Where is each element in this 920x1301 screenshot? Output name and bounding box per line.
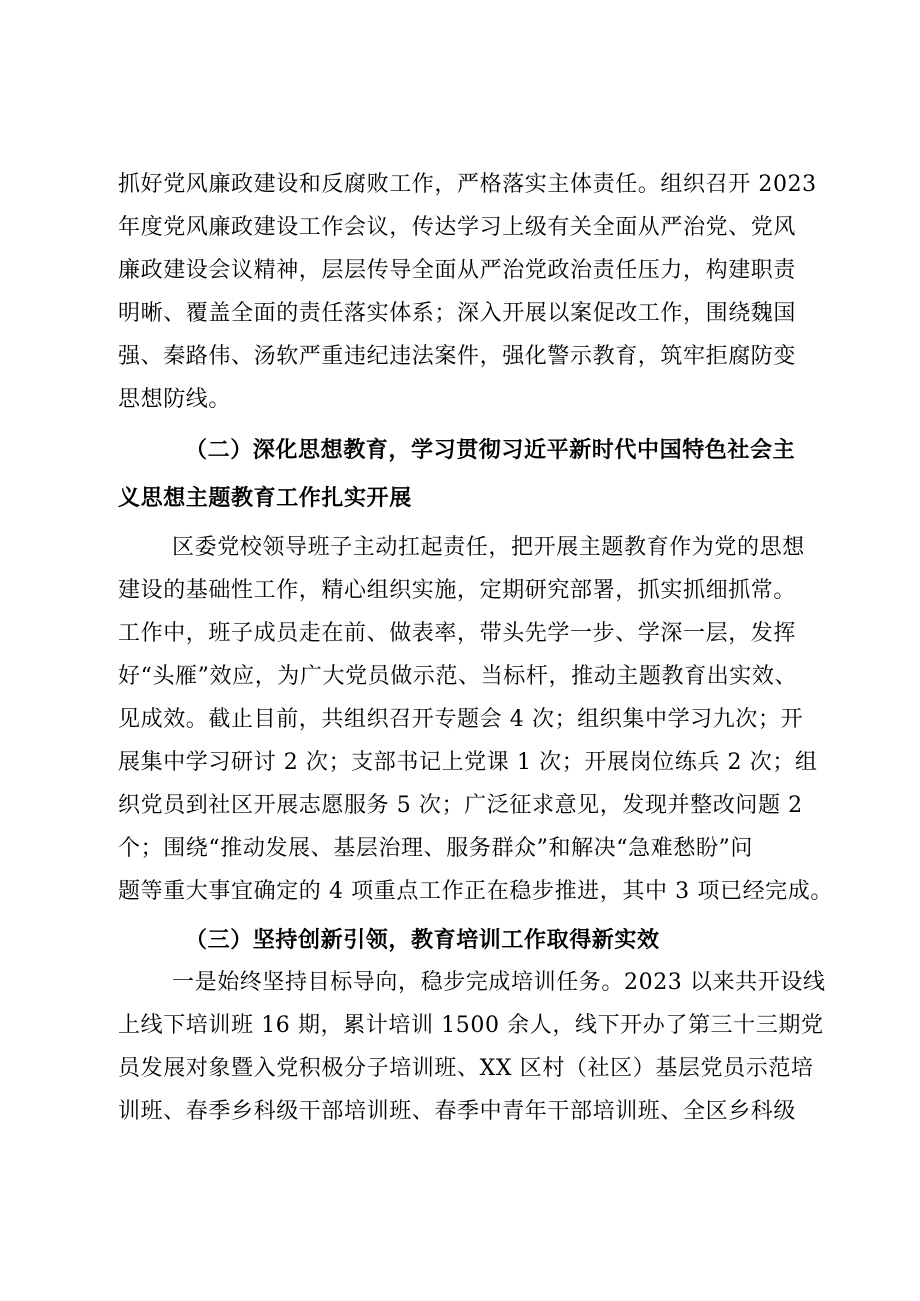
- section-heading-2-line-2: 义思想主题教育工作扎实开展: [118, 485, 412, 511]
- paragraph-2-line-2: 建设的基础性工作，精心组织实施，定期研究部署，抓实抓细抓常。: [118, 578, 797, 603]
- paragraph-3-line-1: 一是始终坚持目标导向，稳步完成培训任务。2023 以来共开设线: [172, 970, 826, 995]
- paragraph-3-line-3: 员发展对象暨入党积极分子培训班、XX 区村（社区）基层党员示范培: [118, 1056, 814, 1081]
- section-heading-3: （三）坚持创新引领，教育培训工作取得新实效: [185, 927, 660, 953]
- paragraph-1-line-6: 思想防线。: [118, 387, 232, 412]
- paragraph-2-line-8: 个；围绕“推动发展、基层治理、服务群众”和解决“急难愁盼”问: [118, 836, 753, 861]
- paragraph-2-line-5: 见成效。截止目前，共组织召开专题会 4 次；组织集中学习九次；开: [118, 707, 804, 732]
- paragraph-2-line-6: 展集中学习研讨 2 次；支部书记上党课 1 次；开展岗位练兵 2 次；组: [118, 750, 818, 775]
- paragraph-1-line-3: 廉政建设会议精神，层层传导全面从严治党政治责任压力，构建职责: [118, 258, 797, 283]
- paragraph-1-line-5: 强、秦路伟、汤软严重违纪违法案件，强化警示教育，筑牢拒腐防变: [118, 344, 797, 369]
- section-heading-2-line-1: （二）深化思想教育，学习贯彻习近平新时代中国特色社会主: [185, 437, 796, 463]
- paragraph-2-line-1: 区委党校领导班子主动扛起责任，把开展主题教育作为党的思想: [172, 535, 805, 560]
- paragraph-2-line-9: 题等重大事宜确定的 4 项重点工作正在稳步推进，其中 3 项已经完成。: [118, 879, 833, 904]
- paragraph-3-line-4: 训班、春季乡科级干部培训班、春季中青年干部培训班、全区乡科级: [118, 1099, 797, 1124]
- paragraph-2-line-3: 工作中，班子成员走在前、做表率，带头先学一步、学深一层，发挥: [118, 621, 797, 646]
- paragraph-2-line-4: 好“头雁”效应，为广大党员做示范、当标杆，推动主题教育出实效、: [118, 664, 798, 689]
- paragraph-2-line-7: 织党员到社区开展志愿服务 5 次；广泛征求意见，发现并整改问题 2: [118, 793, 803, 818]
- paragraph-1-line-1: 抓好党风廉政建设和反腐败工作，严格落实主体责任。组织召开 2023: [118, 172, 817, 197]
- paragraph-1-line-4: 明晰、覆盖全面的责任落实体系；深入开展以案促改工作，围绕魏国: [118, 301, 797, 326]
- paragraph-3-line-2: 上线下培训班 16 期，累计培训 1500 余人，线下开办了第三十三期党: [118, 1013, 824, 1038]
- paragraph-1-line-2: 年度党风廉政建设工作会议，传达学习上级有关全面从严治党、党风: [118, 215, 797, 240]
